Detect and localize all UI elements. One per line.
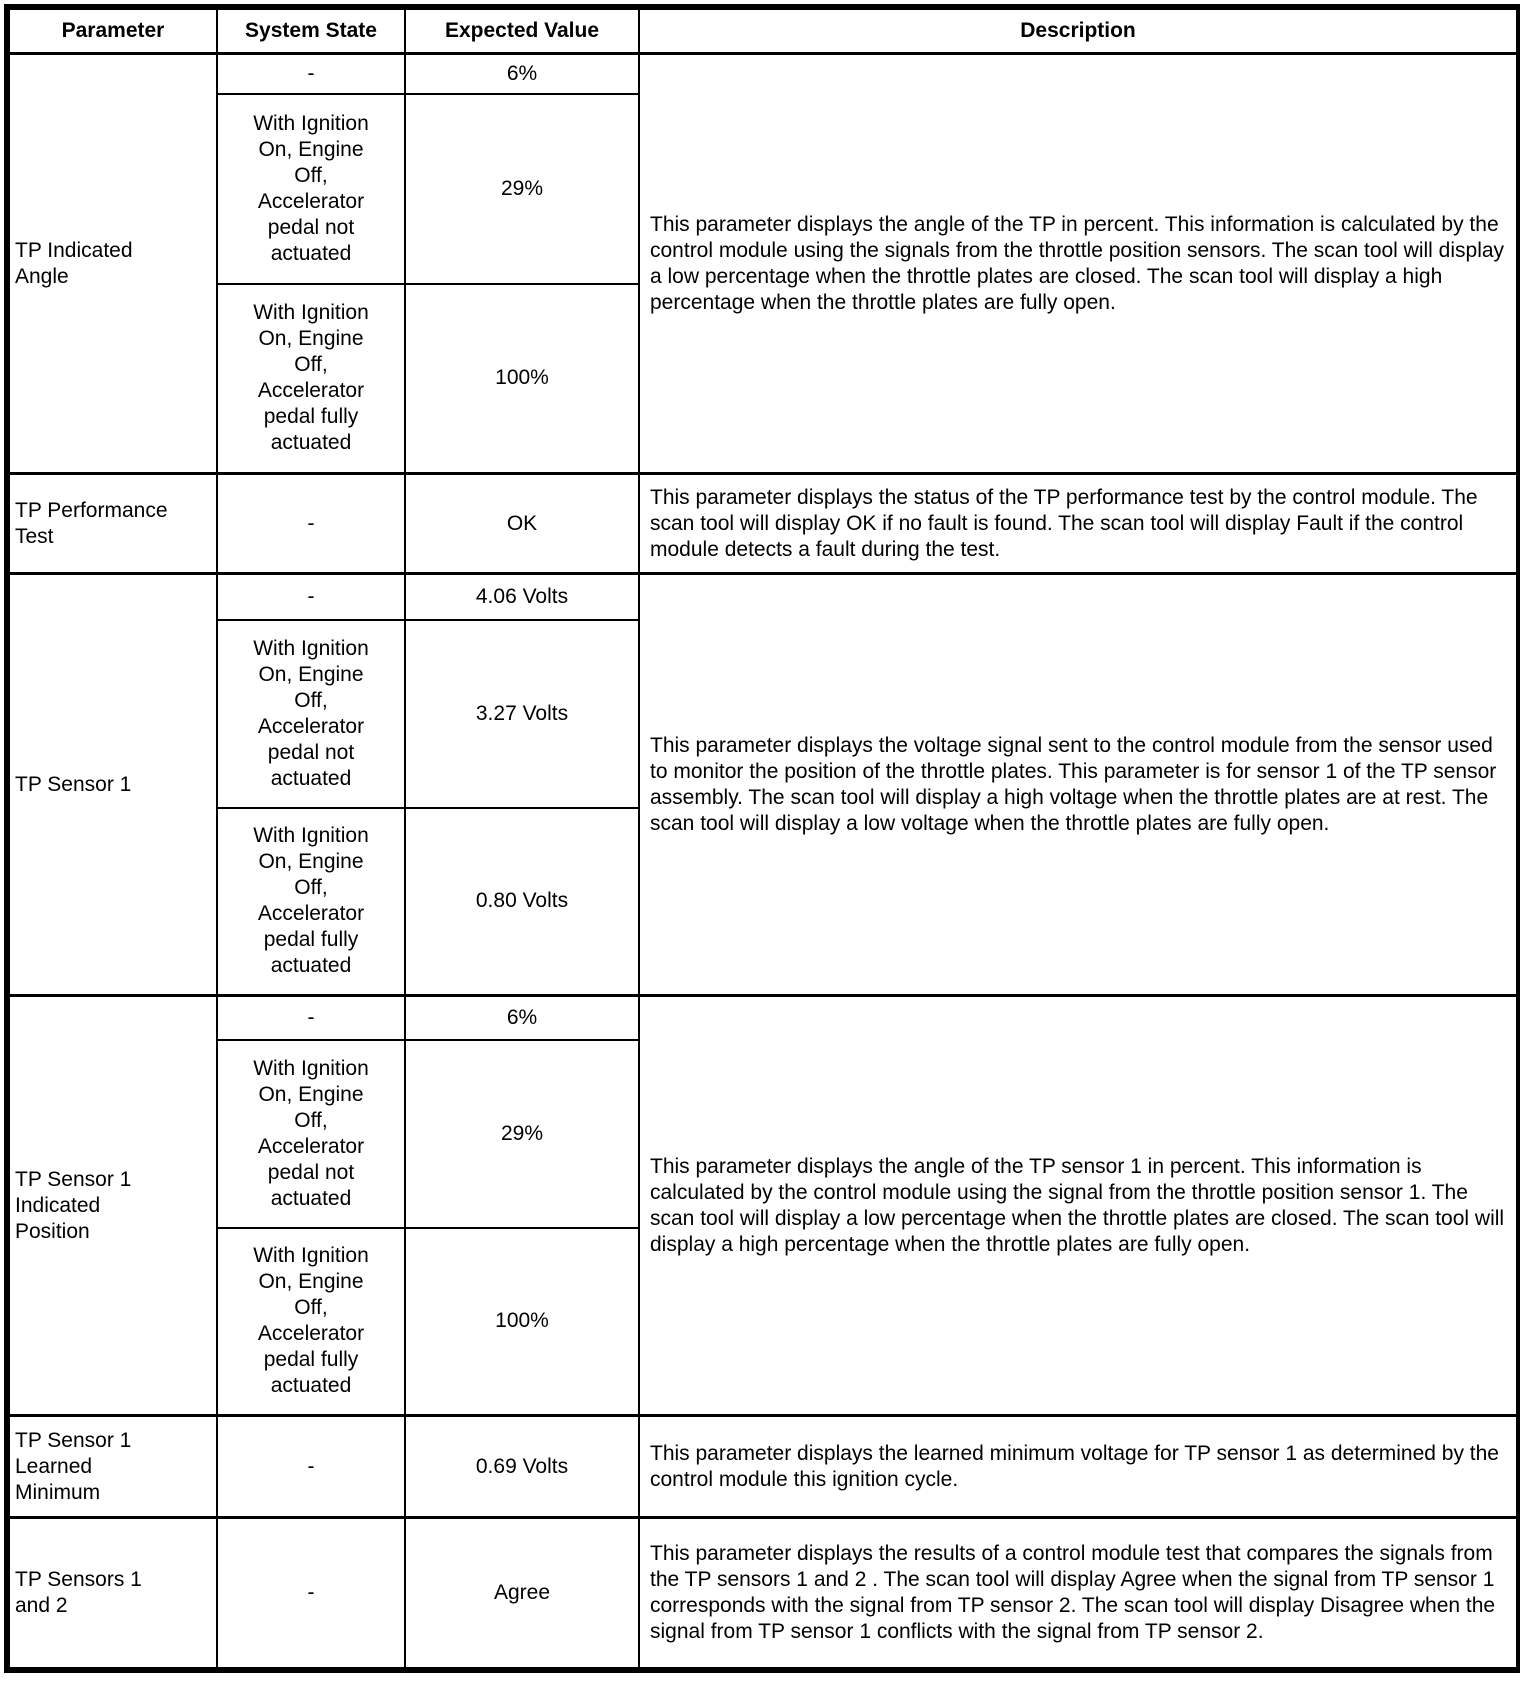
system-state-cell: -: [217, 996, 405, 1040]
parameter-cell-tp-sensors-1-and-2: TP Sensors 1 and 2: [7, 1518, 217, 1670]
expected-value-cell: 100%: [405, 1228, 639, 1416]
system-state-cell: With Ignition On, Engine Off, Accelerator pedal not actuated: [217, 620, 405, 808]
column-header-system-state: System State: [217, 7, 405, 54]
table-row: [7, 996, 1519, 1040]
system-state-cell: -: [217, 474, 405, 574]
description-cell-tp-sensor-1: This parameter displays the voltage signal sent to the control module from the sensor used to monitor the position of the throttle plates. This parameter is for sensor 1 of the TP sensor assembly. The scan tool will display a high voltage when the throttle plates are at rest. The scan tool will display a low voltage when the throttle plates are fully open.: [639, 574, 1519, 996]
description-cell-tp-sensor-1-indicated-position: This parameter displays the angle of the TP sensor 1 in percent. This information is calculated by the control module using the signal from the throttle position sensor 1. The scan tool will display a low percentage when the throttle plates are closed. The scan tool will display a high percentage when the throttle plates are fully open.: [639, 996, 1519, 1416]
system-state-cell: With Ignition On, Engine Off, Accelerator pedal fully actuated: [217, 1228, 405, 1416]
description-cell-tp-performance-test: This parameter displays the status of the TP performance test by the control module. The scan tool will display OK if no fault is found. The scan tool will display Fault if the control module detects a fault during the test.: [639, 474, 1519, 574]
system-state-cell: -: [217, 574, 405, 620]
description-cell-tp-sensors-1-and-2: This parameter displays the results of a control module test that compares the signals from the TP sensors 1 and 2 . The scan tool will display Agree when the signal from TP sensor 1 corresponds with the signal from TP sensor 2. The scan tool will display Disagree when the signal from TP sensor 1 conflicts with the signal from TP sensor 2.: [639, 1518, 1519, 1670]
description-cell-tp-indicated-angle: This parameter displays the angle of the TP in percent. This information is calculated by the control module using the signals from the throttle position sensors. The scan tool will display a low percentage when the throttle plates are closed. The scan tool will display a high percentage when the throttle plates are fully open.: [639, 54, 1519, 474]
expected-value-cell: 100%: [405, 284, 639, 474]
system-state-cell: -: [217, 1416, 405, 1518]
expected-value-cell: 4.06 Volts: [405, 574, 639, 620]
expected-value-cell: 0.69 Volts: [405, 1416, 639, 1518]
system-state-cell: -: [217, 1518, 405, 1670]
expected-value-cell: 29%: [405, 94, 639, 284]
expected-value-cell: 6%: [405, 54, 639, 94]
table-row: [7, 574, 1519, 620]
parameter-cell-tp-indicated-angle: TP Indicated Angle: [7, 54, 217, 474]
table-row: [7, 1416, 1519, 1518]
system-state-cell: With Ignition On, Engine Off, Accelerator pedal not actuated: [217, 1040, 405, 1228]
column-header-expected-value: Expected Value: [405, 7, 639, 54]
parameter-cell-tp-sensor-1-learned-minimum: TP Sensor 1 Learned Minimum: [7, 1416, 217, 1518]
expected-value-cell: 29%: [405, 1040, 639, 1228]
parameter-cell-tp-sensor-1: TP Sensor 1: [7, 574, 217, 996]
expected-value-cell: OK: [405, 474, 639, 574]
system-state-cell: With Ignition On, Engine Off, Accelerator pedal not actuated: [217, 94, 405, 284]
table-row: [7, 1518, 1519, 1670]
column-header-description: Description: [639, 7, 1519, 54]
scan-tool-parameter-table: [4, 4, 1520, 1673]
expected-value-cell: Agree: [405, 1518, 639, 1670]
table-row: [7, 474, 1519, 574]
system-state-cell: With Ignition On, Engine Off, Accelerator pedal fully actuated: [217, 284, 405, 474]
system-state-cell: With Ignition On, Engine Off, Accelerator pedal fully actuated: [217, 808, 405, 996]
table-row: [7, 54, 1519, 94]
column-header-parameter: Parameter: [7, 7, 217, 54]
parameter-cell-tp-sensor-1-indicated-position: TP Sensor 1 Indicated Position: [7, 996, 217, 1416]
system-state-cell: -: [217, 54, 405, 94]
table-header-row: [7, 7, 1519, 54]
parameter-cell-tp-performance-test: TP Performance Test: [7, 474, 217, 574]
description-cell-tp-sensor-1-learned-minimum: This parameter displays the learned minimum voltage for TP sensor 1 as determined by the control module this ignition cycle.: [639, 1416, 1519, 1518]
expected-value-cell: 0.80 Volts: [405, 808, 639, 996]
expected-value-cell: 6%: [405, 996, 639, 1040]
expected-value-cell: 3.27 Volts: [405, 620, 639, 808]
